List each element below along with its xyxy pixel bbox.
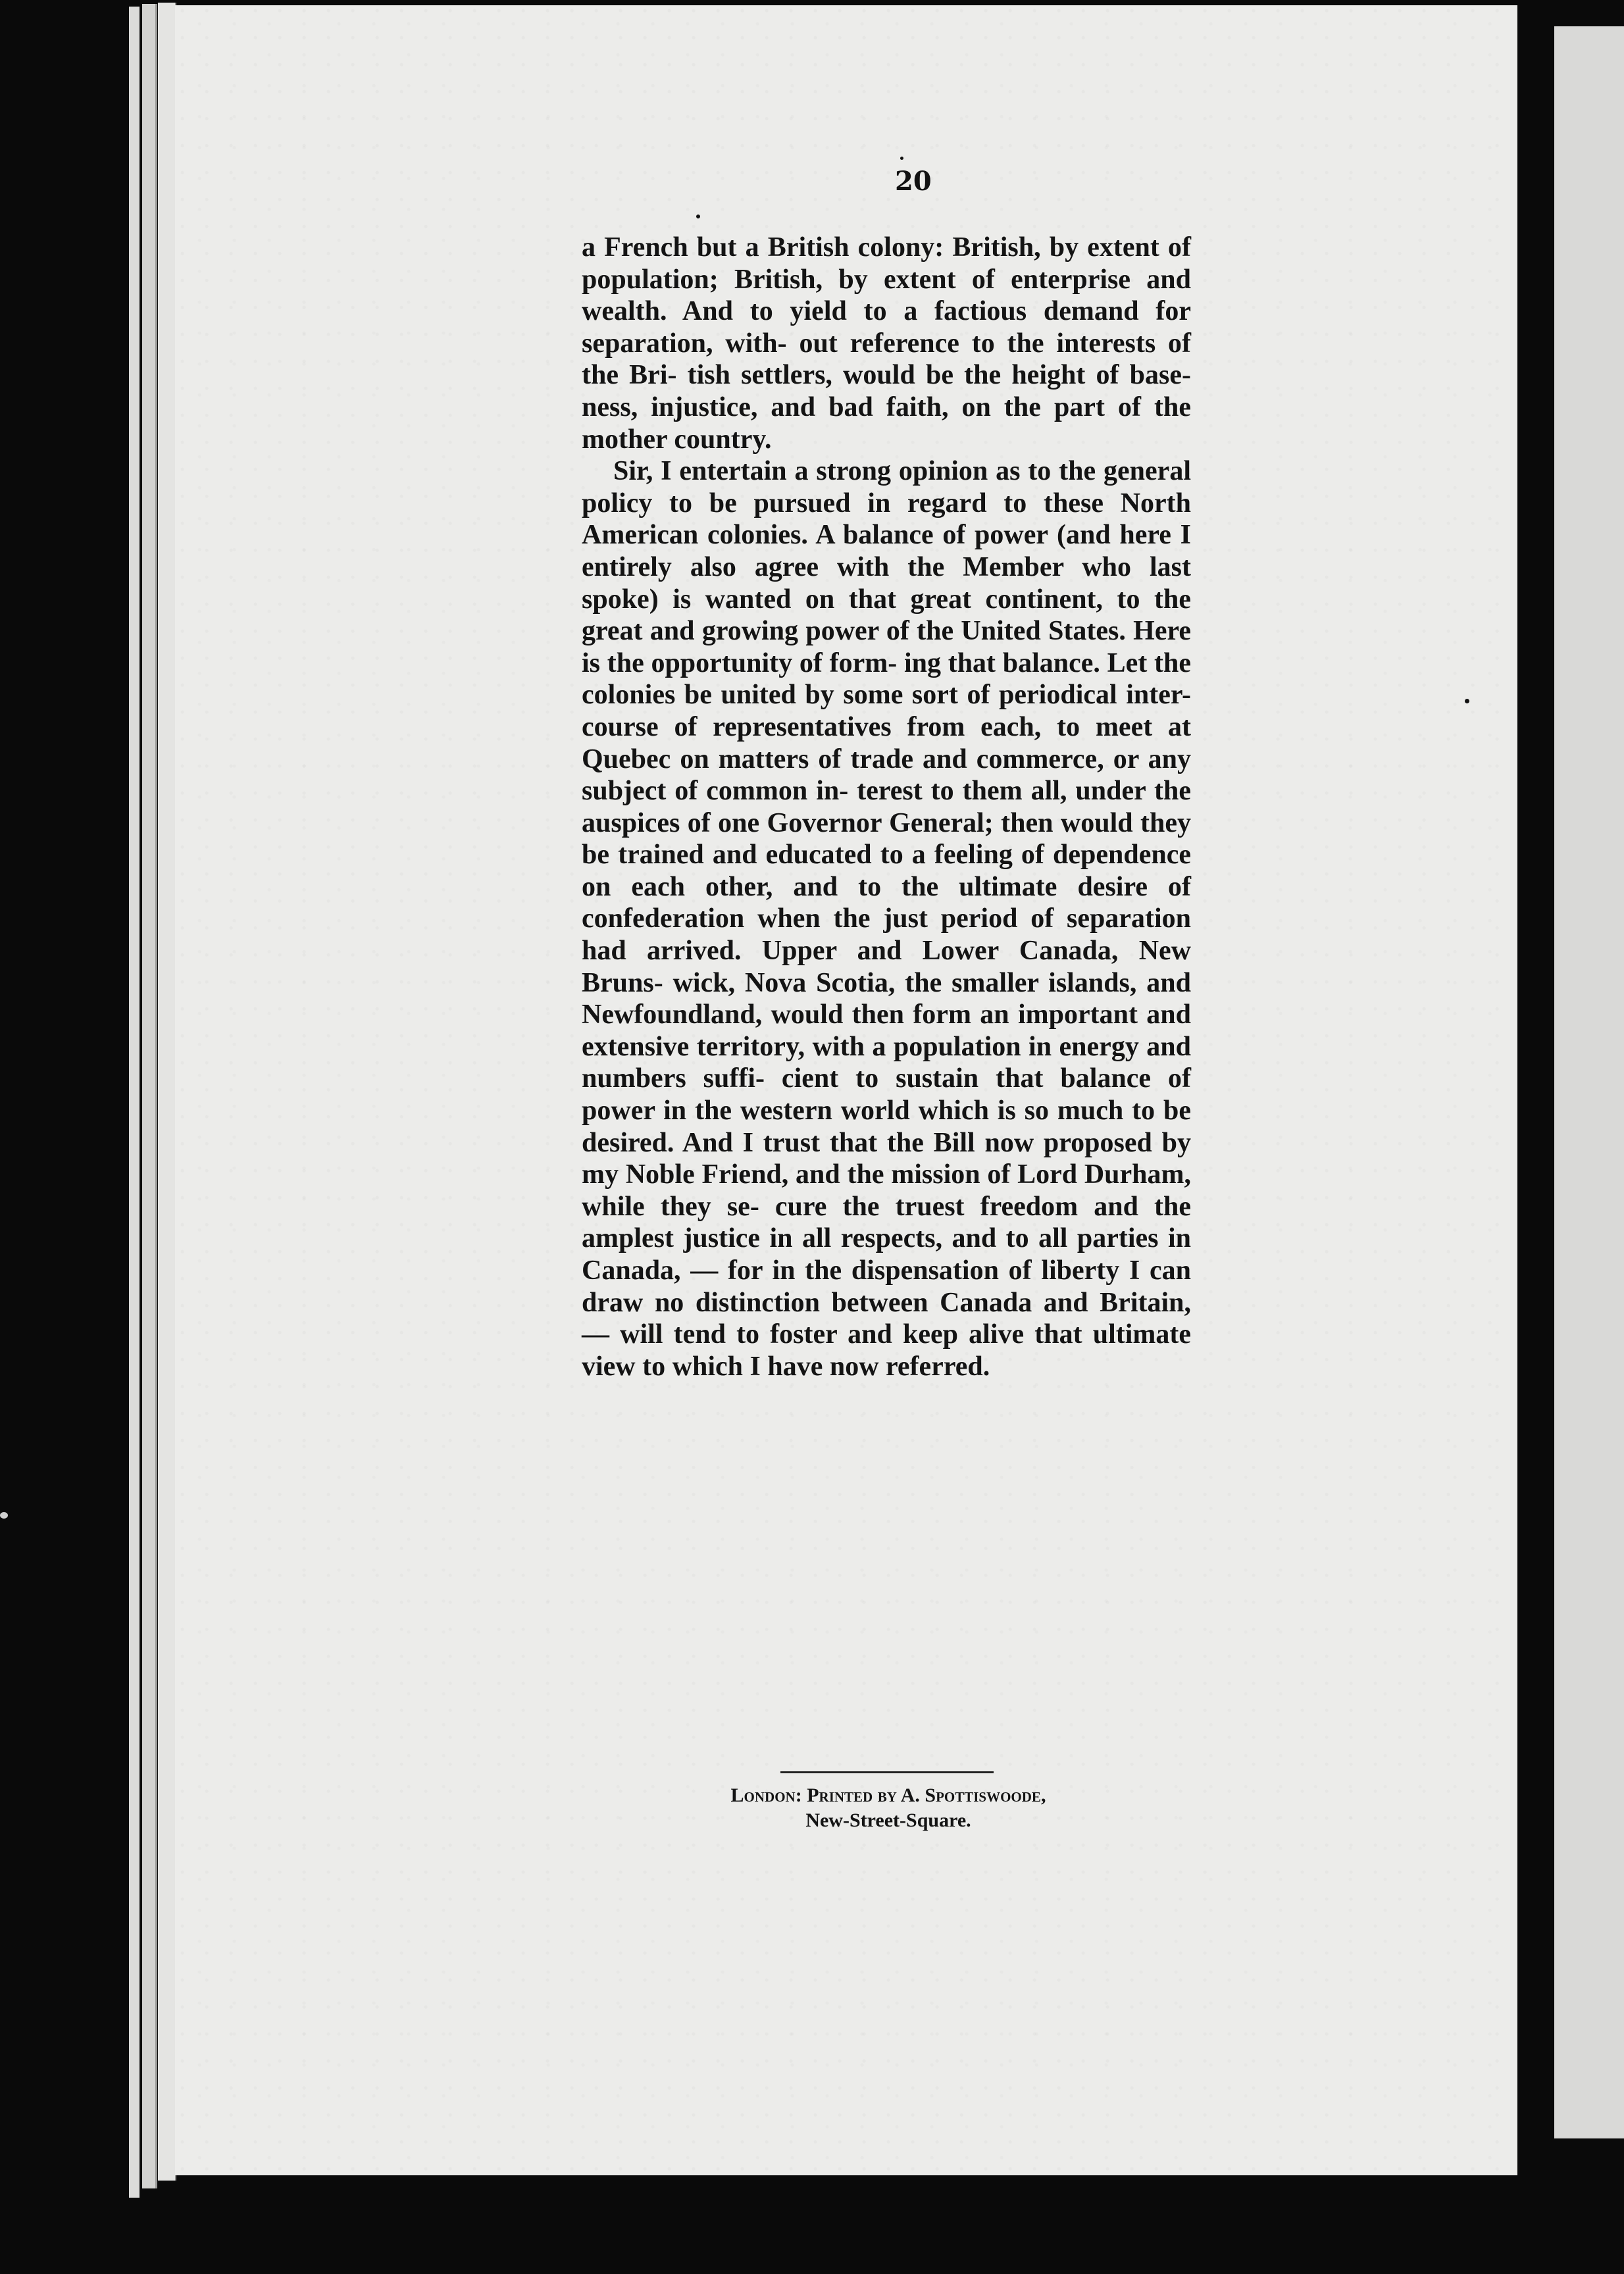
text-line: united by some sort of periodical inter-	[721, 680, 1191, 711]
text-line: terest to them all, under the auspices of	[582, 776, 1191, 838]
text-line: Upper and Lower Canada, New Bruns-	[582, 936, 1192, 998]
text-line: one Governor General; then would they	[718, 807, 1191, 838]
paragraph	[582, 232, 1191, 455]
text-line: to these North American colonies. A	[582, 488, 1192, 551]
page-edge	[129, 7, 140, 2198]
text-line: to a factious demand for separation, with-	[582, 296, 1191, 359]
text-line: cient to sustain that balance of power in	[582, 1063, 1191, 1126]
text-line: States. Here is the opportunity of form-	[582, 616, 1192, 678]
text-line: liberty I can draw no distinction between	[582, 1255, 1191, 1318]
ink-speck	[696, 215, 700, 218]
text-line: and keep alive that ultimate view to	[582, 1319, 1192, 1382]
imprint-line: New-Street-Square.	[805, 1809, 971, 1831]
imprint-divider	[780, 1771, 994, 1773]
text-line: ultimate desire of confederation when the	[582, 871, 1191, 934]
text-line: meet at Quebec on matters of trade and	[582, 711, 1192, 774]
text-line: be trained and educated to a feeling of	[582, 840, 1044, 871]
imprint-line: London: Printed by A. Spottiswoode,	[730, 1784, 1046, 1806]
text-line: is wanted on that great continent, to the	[672, 584, 1191, 615]
printer-imprint	[658, 1783, 1119, 1833]
text-line: out reference to the interests of the Bri-	[582, 328, 1191, 391]
text-line: desired. And I trust that the Bill now	[582, 1127, 1034, 1158]
text-line: course of representatives from each, to	[582, 711, 1080, 742]
body-text	[582, 232, 1191, 1382]
text-line: balance of power (and here I entirely also	[582, 520, 1191, 582]
text-line: just period of separation had arrived.	[582, 903, 1191, 967]
text-line: agree with the Member who last spoke)	[582, 551, 1191, 615]
facing-page-edge	[1554, 26, 1624, 2138]
text-line: dependence on each other, and to the	[582, 840, 1192, 902]
text-line: proposed by my Noble Friend, and the	[582, 1127, 1191, 1190]
text-line: tish settlers, would be the height of base-	[687, 360, 1191, 391]
text-line: justice in all respects, and to all parties	[683, 1223, 1159, 1254]
text-line: mission of Lord Durham, while they se-	[582, 1159, 1192, 1222]
text-line: of enterprise and wealth. And to yield	[582, 264, 1192, 327]
page-edge	[158, 3, 176, 2181]
text-line: in Canada, — for in the dispensation of	[582, 1223, 1191, 1286]
text-line: population in energy and numbers suffi-	[582, 1031, 1191, 1094]
page-edge	[142, 4, 157, 2188]
text-line: great and growing power of the United	[582, 616, 1041, 647]
text-line: the general policy to be pursued in regard	[582, 456, 1191, 518]
page-number: 20	[895, 166, 932, 197]
text-line: which I have now referred.	[672, 1351, 990, 1382]
ink-speck	[1465, 699, 1469, 703]
ink-speck	[900, 157, 903, 160]
text-line: by extent of population; British, by extent	[582, 232, 1191, 295]
text-line: ness, injustice, and bad faith, on the part	[582, 392, 1105, 422]
text-line: ing that balance. Let the colonies be	[582, 647, 1192, 711]
scan-mark	[0, 1512, 8, 1519]
text-line: of the mother country.	[582, 392, 1192, 455]
text-line: Canada and Britain, — will tend to foster	[582, 1287, 1192, 1350]
paragraph	[582, 455, 1191, 1382]
text-line: Sir, I entertain a strong opinion as to	[613, 456, 1052, 487]
text-line: the western world which is so much to be	[695, 1096, 1192, 1126]
text-line: and Newfoundland, would then form an	[582, 967, 1192, 1030]
text-line: commerce, or any subject of common in-	[582, 744, 1191, 807]
text-line: a French but a British colony: British,	[582, 232, 1041, 263]
text-line: cure the truest freedom and the amplest	[582, 1191, 1192, 1254]
text-line: important and extensive territory, with a	[582, 999, 1192, 1062]
text-line: wick, Nova Scotia, the smaller islands,	[672, 967, 1137, 998]
